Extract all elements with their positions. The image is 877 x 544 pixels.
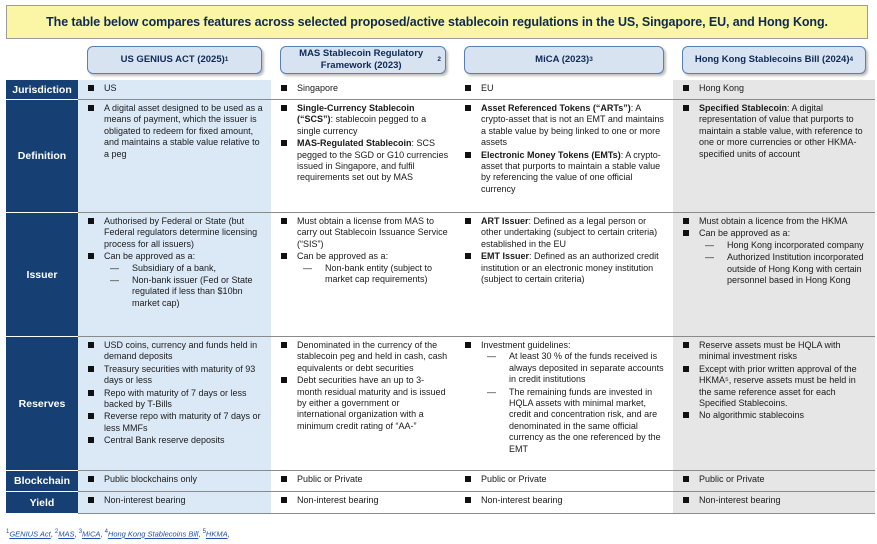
bullet-list (465, 83, 667, 94)
square-bullet-icon (281, 140, 287, 146)
bullet-text: Public or Private (297, 474, 363, 484)
bullet-list (281, 340, 449, 432)
cell-jurisdiction-us (78, 80, 271, 100)
cell-issuer-hk (673, 213, 875, 337)
column-header-label (280, 46, 446, 74)
bullet-list (88, 83, 265, 94)
bullet-list (683, 495, 869, 506)
square-bullet-icon (88, 413, 94, 419)
footnote-number: 3 (78, 529, 83, 535)
bullet-item (88, 411, 265, 434)
bullet-item (465, 251, 667, 285)
bullet-item (88, 251, 265, 309)
square-bullet-icon (88, 497, 94, 503)
bullet-item (88, 103, 265, 160)
square-bullet-icon (281, 476, 287, 482)
cell-definition-eu (455, 100, 673, 213)
square-bullet-icon (683, 366, 689, 372)
bullet-text: Debt securities have an up to 3-month residual maturity and is issued by either a government or international organization with a minimum credit rating of “AA-” (297, 375, 446, 431)
column-header-text: MiCA (2023) (535, 54, 590, 65)
cell-definition-hk (673, 100, 875, 213)
row-label-reserves: Reserves (6, 337, 78, 471)
sub-item-text: Authorized Institution incorporated outside of Hong Kong with certain personnel based in Hong Kong (727, 252, 864, 286)
dash-marker: — (487, 351, 496, 362)
bullet-item (683, 495, 869, 506)
column-header-label (87, 46, 262, 74)
bullet-text: No algorithmic stablecoins (699, 410, 805, 421)
bullet-item (683, 340, 869, 363)
bullet-list (281, 474, 449, 485)
cell-blockchain-eu (455, 471, 673, 492)
square-bullet-icon (281, 105, 287, 111)
bullet-text: : A crypto-asset that is not an EMT and maintains a stable value by being linked to one or more assets (481, 103, 664, 148)
footnote-marker: 1 (224, 56, 229, 63)
bullet-list (683, 474, 869, 485)
column-header-sg (271, 44, 455, 80)
footnote-separator: , (50, 529, 55, 539)
sub-item (104, 263, 265, 274)
bullet-text: Non-interest bearing (297, 495, 379, 505)
sub-item-text: Non-bank issuer (Fed or State regulated if less than $10bn market cap) (132, 275, 253, 308)
bullet-item (281, 103, 449, 137)
footnote-separator: , (198, 529, 203, 539)
bullet-item (281, 251, 449, 285)
bullet-list (281, 83, 449, 94)
bullet-item (683, 216, 869, 227)
cell-blockchain-us (78, 471, 271, 492)
term-label: MAS-Regulated Stablecoin (297, 138, 412, 149)
bullet-text: Public or Private (699, 474, 765, 484)
row-label-blockchain: Blockchain (6, 471, 78, 492)
cell-definition-us (78, 100, 271, 213)
column-header-label (464, 46, 664, 74)
footnote-link-mica[interactable]: MiCA (82, 529, 101, 539)
cell-blockchain-sg (271, 471, 455, 492)
bullet-item (683, 103, 869, 160)
bullet-list (465, 474, 667, 485)
bullet-text: Non-interest bearing (481, 495, 563, 505)
sub-item-text: Non-bank entity (subject to market cap requirements) (325, 262, 433, 285)
bullet-item (88, 388, 265, 411)
bullet-item (88, 216, 265, 250)
bullet-item (88, 340, 265, 363)
bullet-text: Must obtain a license from MAS to carry out Stablecoin Issuance Service (“SIS”) (297, 216, 448, 249)
square-bullet-icon (465, 218, 471, 224)
sub-list (297, 263, 449, 286)
sub-item (699, 240, 869, 251)
dash-marker: — (303, 262, 312, 273)
bullet-list (88, 103, 265, 160)
bullet-text: Repo with maturity of 7 days or less backed by T-Bills (104, 387, 247, 410)
term-label: Specified Stablecoin (699, 103, 788, 113)
bullet-item (281, 375, 449, 432)
row-label-issuer: Issuer (6, 213, 78, 337)
bullet-text: : A crypto-asset that purports to maintain a stable value by referencing the value of one official currency (481, 149, 661, 194)
bullet-text: Non-interest bearing (699, 495, 781, 505)
column-header-eu (455, 44, 673, 80)
square-bullet-icon (88, 390, 94, 396)
square-bullet-icon (88, 105, 94, 111)
square-bullet-icon (683, 218, 689, 224)
bullet-text: : A digital representation of value that purports to maintain a stable value, with reference to one or more currencies or other HKMA-specified units of account (699, 103, 863, 159)
sub-item-text: The remaining funds are invested in HQLA assets with minimal market, credit and concentration risk, and are denominated in the same official currency as the one referenced by the EMT (509, 386, 661, 454)
sub-list (104, 263, 265, 310)
footnote-separator: , (227, 529, 230, 539)
corner-cell (6, 44, 78, 80)
bullet-item (465, 340, 667, 455)
square-bullet-icon (465, 85, 471, 91)
bullet-text: Except with prior written approval of the HKMA⁵, reserve assets must be held in the same reference asset for each Specified Stablecoins. (699, 363, 857, 409)
row-label-jurisdiction: Jurisdiction (6, 80, 78, 100)
bullet-list (465, 216, 667, 285)
bullet-list (683, 216, 869, 286)
cell-jurisdiction-sg (271, 80, 455, 100)
term-label: Single-Currency Stablecoin (“SCS”) (297, 103, 415, 125)
square-bullet-icon (465, 497, 471, 503)
sub-item (481, 387, 667, 455)
bullet-item (465, 103, 667, 149)
dash-marker: — (110, 262, 119, 273)
footnote-marker: 2 (437, 56, 441, 63)
dash-marker: — (705, 252, 714, 263)
bullet-item (88, 495, 265, 506)
footnote-link-mas[interactable]: MAS (58, 529, 75, 539)
square-bullet-icon (683, 85, 689, 91)
cell-reserves-sg (271, 337, 455, 471)
cell-issuer-sg (271, 213, 455, 337)
bullet-text: USD coins, currency and funds held in demand deposits (104, 340, 258, 362)
bullet-item (683, 364, 869, 410)
bullet-item (683, 410, 869, 421)
bullet-item (465, 216, 667, 250)
square-bullet-icon (465, 476, 471, 482)
table-title-banner: The table below compares features across selected proposed/active stablecoin regulations in the US, Singapore, EU, and Hong Kong. (6, 5, 868, 39)
bullet-list (683, 83, 869, 94)
square-bullet-icon (281, 253, 287, 259)
cell-definition-sg (271, 100, 455, 213)
cell-jurisdiction-eu (455, 80, 673, 100)
square-bullet-icon (683, 342, 689, 348)
square-bullet-icon (683, 105, 689, 111)
bullet-text: Can be approved as a: (699, 228, 791, 239)
bullet-text: Non-interest bearing (104, 495, 186, 505)
footnote-separator: , (74, 529, 79, 539)
bullet-list (281, 216, 449, 285)
bullet-text: Reverse repo with maturity of 7 days or less MMFs (104, 411, 261, 433)
footnote-number: 2 (54, 529, 59, 535)
bullet-text: Investment guidelines: (481, 340, 571, 350)
square-bullet-icon (88, 85, 94, 91)
dash-marker: — (487, 386, 496, 397)
bullet-item (281, 138, 449, 184)
footnote-number: 1 (6, 529, 10, 535)
bullet-text: Public blockchains only (104, 474, 198, 484)
bullet-item (465, 495, 667, 506)
column-header-us (78, 44, 271, 80)
bullet-list (465, 103, 667, 195)
bullet-list (465, 340, 667, 455)
column-header-text: Hong Kong Stablecoins Bill (2024) (694, 54, 850, 65)
sub-item-text: At least 30 % of the funds received is always deposited in separate accounts in credit institutions (509, 351, 664, 385)
bullet-text: Authorised by Federal or State (but Federal regulators determine licensing process for all issuers) (104, 216, 258, 249)
row-label-yield: Yield (6, 492, 78, 514)
square-bullet-icon (281, 377, 287, 383)
square-bullet-icon (465, 253, 471, 259)
bullet-item (281, 495, 449, 506)
bullet-item (88, 474, 265, 485)
bullet-text: A digital asset designed to be used as a means of payment, which the issuer is obligated to redeem for fixed amount, and maintains a stable value relative to a peg (104, 103, 263, 159)
bullet-list (88, 474, 265, 485)
bullet-text: : Defined as an authorized credit institution or an electronic money institution (subject to certain criteria) (481, 251, 659, 285)
sub-item-text: Subsidiary of a bank, (132, 262, 217, 273)
square-bullet-icon (281, 497, 287, 503)
square-bullet-icon (683, 412, 689, 418)
bullet-text: Denominated in the currency of the stablecoin peg and held in cash, cash equivalents or debt securities (297, 340, 448, 373)
term-label: Asset Referenced Tokens (“ARTs”) (481, 103, 631, 113)
bullet-text: Public or Private (481, 474, 547, 484)
sub-item (104, 275, 265, 309)
bullet-list (88, 216, 265, 309)
cell-yield-eu (455, 492, 673, 514)
bullet-item (281, 216, 449, 250)
dash-marker: — (110, 275, 119, 286)
square-bullet-icon (281, 218, 287, 224)
cell-reserves-hk (673, 337, 875, 471)
dash-marker: — (705, 239, 714, 250)
sub-item (481, 351, 667, 385)
footnote-separator: , (100, 529, 105, 539)
bullet-text: EU (481, 83, 494, 93)
bullet-list (88, 340, 265, 447)
term-label: ART Issuer (481, 216, 529, 226)
bullet-text: : SCS pegged to the SGD or G10 currencies issued in Singapore, and fulfil requirements set out by MAS (297, 138, 449, 183)
bullet-item (683, 474, 869, 485)
column-header-label (682, 46, 866, 74)
cell-jurisdiction-hk (673, 80, 875, 100)
bullet-list (281, 495, 449, 506)
bullet-list (88, 495, 265, 506)
bullet-item (88, 435, 265, 446)
cell-reserves-us (78, 337, 271, 471)
square-bullet-icon (88, 253, 94, 259)
footnote-link-hong-kong-stablecoins-bill[interactable]: Hong Kong Stablecoins Bill (107, 529, 199, 539)
column-header-text: US GENIUS ACT (2025) (120, 54, 225, 65)
bullet-item (281, 474, 449, 485)
square-bullet-icon (281, 342, 287, 348)
bullet-item (281, 340, 449, 374)
footnote-link-genius-act[interactable]: GENIUS Act (9, 529, 51, 539)
column-header-text: MAS Stablecoin Regulatory Framework (2023) (299, 48, 424, 71)
bullet-text: : stablecoin pegged to a single currency (297, 114, 427, 136)
bullet-item (683, 83, 869, 94)
cell-issuer-us (78, 213, 271, 337)
sub-list (481, 351, 667, 455)
footnote-link-hkma[interactable]: HKMA (205, 529, 228, 539)
sub-item (297, 263, 449, 286)
bullet-list (465, 495, 667, 506)
footnotes (6, 529, 230, 539)
row-label-definition: Definition (6, 100, 78, 213)
footnote-marker: 4 (849, 56, 854, 63)
bullet-item (88, 364, 265, 387)
square-bullet-icon (465, 152, 471, 158)
square-bullet-icon (683, 230, 689, 236)
square-bullet-icon (88, 366, 94, 372)
cell-reserves-eu (455, 337, 673, 471)
term-label: Electronic Money Tokens (EMTs) (481, 149, 621, 160)
cell-yield-hk (673, 492, 875, 514)
square-bullet-icon (88, 342, 94, 348)
cell-blockchain-hk (673, 471, 875, 492)
bullet-text: Can be approved as a: (297, 251, 389, 262)
square-bullet-icon (465, 342, 471, 348)
square-bullet-icon (683, 476, 689, 482)
bullet-item (465, 474, 667, 485)
bullet-text: Reserve assets must be HQLA with minimal investment risks (699, 340, 841, 362)
bullet-text: Hong Kong (699, 83, 745, 93)
bullet-text: US (104, 83, 117, 93)
square-bullet-icon (88, 437, 94, 443)
square-bullet-icon (281, 85, 287, 91)
sub-item (699, 252, 869, 286)
bullet-text: : Defined as a legal person or other undertaking (subject to certain criteria) established in the EU (481, 216, 658, 249)
sub-list (699, 240, 869, 287)
footnote-number: 5 (202, 529, 206, 535)
bullet-item (465, 150, 667, 196)
cell-issuer-eu (455, 213, 673, 337)
comparison-table (6, 44, 875, 514)
square-bullet-icon (465, 105, 471, 111)
bullet-item (683, 228, 869, 286)
footnote-number: 4 (104, 529, 108, 535)
bullet-text: Can be approved as a: (104, 251, 196, 262)
bullet-list (281, 103, 449, 184)
bullet-text: Central Bank reserve deposits (104, 435, 225, 446)
bullet-text: Treasury securities with maturity of 93 days or less (104, 363, 256, 386)
square-bullet-icon (88, 218, 94, 224)
column-header-hk (673, 44, 875, 80)
footnote-marker: 3 (589, 56, 593, 63)
square-bullet-icon (683, 497, 689, 503)
bullet-list (683, 340, 869, 422)
term-label: EMT Issuer (481, 251, 530, 262)
cell-yield-sg (271, 492, 455, 514)
bullet-list (683, 103, 869, 160)
bullet-text: Must obtain a licence from the HKMA (699, 216, 848, 226)
square-bullet-icon (88, 476, 94, 482)
sub-item-text: Hong Kong incorporated company (727, 239, 864, 250)
bullet-item (465, 83, 667, 94)
bullet-text: Singapore (297, 83, 339, 93)
cell-yield-us (78, 492, 271, 514)
bullet-item (281, 83, 449, 94)
bullet-item (88, 83, 265, 94)
